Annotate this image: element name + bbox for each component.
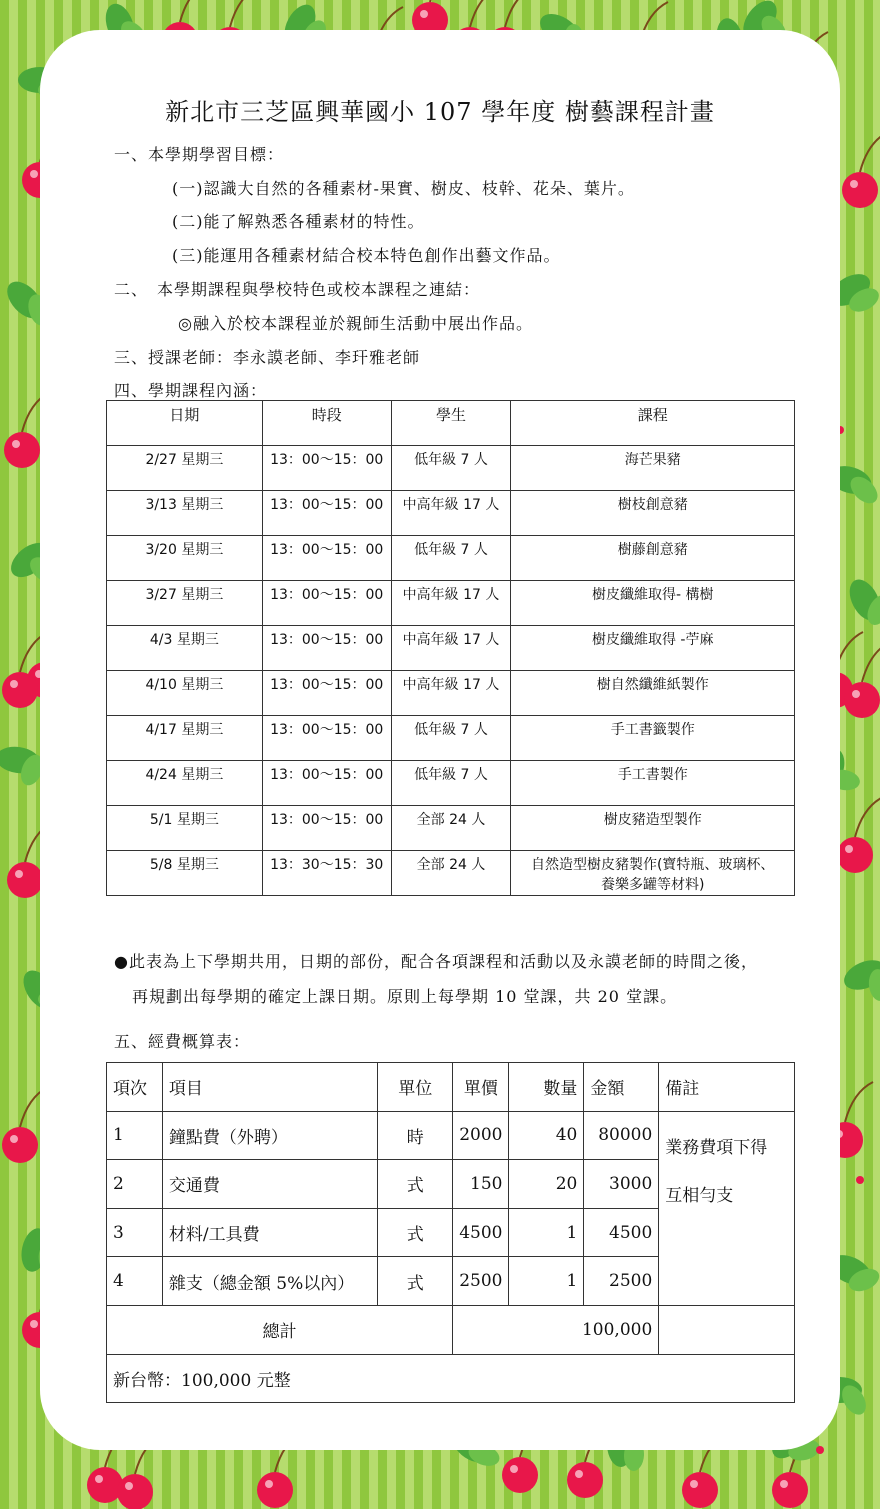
cherry-highlight-icon [15, 870, 23, 878]
cherry-icon [4, 432, 40, 468]
header-remark: 備註 [659, 1063, 795, 1112]
header-course: 課程 [511, 401, 795, 446]
cell-date: 2/27 星期三 [107, 446, 263, 491]
cell-time: 13：00～15：00 [262, 806, 391, 851]
total-in-words: 新台幣：100,000 元整 [107, 1354, 795, 1403]
cherry-stem-icon [860, 132, 880, 172]
cherry-highlight-icon [125, 1482, 133, 1490]
cherry-highlight-icon [30, 1320, 38, 1328]
cherry-icon [257, 1472, 293, 1508]
cell-students: 全部 24 人 [391, 806, 511, 851]
budget-header-row [107, 1063, 795, 1112]
cell-no: 2 [107, 1160, 163, 1209]
cell-date: 4/10 星期三 [107, 671, 263, 716]
course-line: 養樂多罐等材料) [600, 877, 705, 893]
cell-time: 13：00～15：00 [262, 536, 391, 581]
cell-students: 中高年級 17 人 [391, 671, 511, 716]
cherry-icon [2, 1127, 38, 1163]
cherry-icon [117, 1474, 153, 1509]
budget-row [107, 1111, 795, 1160]
total-value: 100,000 [453, 1305, 659, 1354]
cherry-icon [2, 672, 38, 708]
cherry-highlight-icon [852, 690, 860, 698]
cherry-stem-icon [230, 0, 258, 27]
cell-time: 13：00～15：00 [262, 626, 391, 671]
cell-students: 中高年級 17 人 [391, 491, 511, 536]
cherry-highlight-icon [575, 1470, 583, 1478]
cherry-icon [567, 1462, 603, 1498]
course-line: 樹皮纖維取得 -苧麻 [591, 632, 714, 648]
cell-course [511, 806, 795, 851]
course-line: 手工書籤製作 [610, 722, 695, 738]
remark-line2: 互相勻支 [665, 1185, 734, 1206]
cell-date: 3/27 星期三 [107, 581, 263, 626]
cell-course [511, 761, 795, 806]
course-line: 自然造型樹皮豬製作(寶特瓶、玻璃杯、 [530, 857, 775, 873]
cell-qty: 1 [509, 1208, 584, 1257]
course-line: 海芒果豬 [624, 452, 681, 468]
cherry-icon [837, 837, 873, 873]
schedule-row [107, 851, 795, 896]
cell-amount: 4500 [584, 1208, 659, 1257]
cell-no: 4 [107, 1257, 163, 1306]
cell-amount: 80000 [584, 1111, 659, 1160]
cell-students: 低年級 7 人 [391, 536, 511, 581]
header-price: 單價 [453, 1063, 509, 1112]
course-line: 樹皮纖維取得- 構樹 [591, 587, 714, 603]
schedule-note-line2: 再規劃出每學期的確定上課日期。原則上每學期 10 堂課，共 20 堂課。 [132, 987, 678, 1006]
header-qty: 數量 [509, 1063, 584, 1112]
schedule-header-row [107, 401, 795, 446]
course-line: 樹皮豬造型製作 [603, 812, 702, 828]
cell-students: 低年級 7 人 [391, 761, 511, 806]
cell-price: 2000 [453, 1111, 509, 1160]
cherry-highlight-icon [30, 170, 38, 178]
cherry-icon [7, 862, 43, 898]
remark-line1: 業務費項下得 [665, 1137, 768, 1158]
section1-heading: 一、本學期學習目標： [114, 145, 285, 164]
cell-time: 13：00～15：00 [262, 491, 391, 536]
goal-item-1: (一)認識大自然的各種素材-果實、樹皮、枝幹、花朵、葉片。 [172, 179, 635, 198]
cherry-stem-icon [845, 1082, 873, 1122]
cell-no: 3 [107, 1208, 163, 1257]
cell-time: 13：30～15：30 [262, 851, 391, 896]
cherry-highlight-icon [95, 1475, 103, 1483]
schedule-row [107, 716, 795, 761]
cell-students: 低年級 7 人 [391, 716, 511, 761]
header-no: 項次 [107, 1063, 163, 1112]
cherry-stem-icon [470, 0, 498, 27]
cell-item: 交通費 [162, 1160, 377, 1209]
cell-date: 5/8 星期三 [107, 851, 263, 896]
cell-item: 雜支（總金額 5%以內） [162, 1257, 377, 1306]
cell-qty: 1 [509, 1257, 584, 1306]
page-title: 新北市三芝區興華國小 107 學年度 樹藝課程計畫 [165, 98, 715, 126]
total-remark [659, 1305, 795, 1354]
schedule-row [107, 761, 795, 806]
cell-date: 3/20 星期三 [107, 536, 263, 581]
section2-heading: 二、 本學期課程與學校特色或校本課程之連結： [114, 280, 481, 299]
cell-price: 150 [453, 1160, 509, 1209]
schedule-table [106, 400, 795, 896]
cherry-stem-icon [430, 0, 458, 2]
course-line: 樹藤創意豬 [617, 542, 688, 558]
cell-date: 4/3 星期三 [107, 626, 263, 671]
cell-date: 3/13 星期三 [107, 491, 263, 536]
total-label: 總計 [107, 1305, 453, 1354]
cherry-highlight-icon [780, 1480, 788, 1488]
cherry-icon [842, 172, 878, 208]
course-line: 樹枝創意豬 [617, 497, 688, 513]
cherry-stem-icon [505, 0, 533, 27]
cell-course [511, 626, 795, 671]
section2-item: ◎融入於校本課程並於親師生活動中展出作品。 [178, 314, 533, 333]
schedule-row [107, 671, 795, 716]
cherry-highlight-icon [420, 10, 428, 18]
cherry-highlight-icon [510, 1465, 518, 1473]
cell-students: 中高年級 17 人 [391, 626, 511, 671]
cherry-icon [844, 682, 880, 718]
budget-footer-row [107, 1354, 795, 1403]
section4-heading: 四、學期課程內涵： [114, 381, 268, 400]
cell-unit: 式 [378, 1160, 453, 1209]
cell-unit: 式 [378, 1257, 453, 1306]
cherry-highlight-icon [10, 680, 18, 688]
cell-course [511, 581, 795, 626]
cherry-highlight-icon [265, 1480, 273, 1488]
cherry-stem-icon [855, 797, 880, 837]
header-date: 日期 [107, 401, 263, 446]
schedule-row [107, 536, 795, 581]
cell-item: 材料/工具費 [162, 1208, 377, 1257]
cherry-highlight-icon [12, 440, 20, 448]
cherry-highlight-icon [690, 1480, 698, 1488]
cell-time: 13：00～15：00 [262, 581, 391, 626]
cell-price: 4500 [453, 1208, 509, 1257]
cell-course [511, 716, 795, 761]
cherry-highlight-icon [850, 180, 858, 188]
cell-time: 13：00～15：00 [262, 761, 391, 806]
schedule-row [107, 626, 795, 671]
dot-icon [856, 1176, 864, 1184]
section5-heading: 五、經費概算表： [114, 1032, 251, 1051]
header-item: 項目 [162, 1063, 377, 1112]
cell-time: 13：00～15：00 [262, 716, 391, 761]
cell-time: 13：00～15：00 [262, 671, 391, 716]
cell-course [511, 851, 795, 896]
cell-students: 中高年級 17 人 [391, 581, 511, 626]
cell-no: 1 [107, 1111, 163, 1160]
cherry-icon [682, 1472, 718, 1508]
cell-amount: 3000 [584, 1160, 659, 1209]
cell-price: 2500 [453, 1257, 509, 1306]
cell-course [511, 536, 795, 581]
cell-qty: 40 [509, 1111, 584, 1160]
schedule-note-line1: ●此表為上下學期共用，日期的部份，配合各項課程和活動以及永謨老師的時間之後， [114, 952, 758, 971]
cherry-icon [87, 1467, 123, 1503]
cell-date: 5/1 星期三 [107, 806, 263, 851]
cell-time: 13：00～15：00 [262, 446, 391, 491]
budget-table [106, 1062, 795, 1403]
goal-item-3: (三)能運用各種素材結合校本特色創作出藝文作品。 [172, 246, 561, 265]
schedule-row [107, 491, 795, 536]
header-students: 學生 [391, 401, 511, 446]
cell-course [511, 671, 795, 716]
course-line: 手工書製作 [617, 767, 688, 783]
schedule-row [107, 446, 795, 491]
cell-course [511, 491, 795, 536]
cell-unit: 時 [378, 1111, 453, 1160]
cell-date: 4/24 星期三 [107, 761, 263, 806]
cell-course [511, 446, 795, 491]
course-line: 樹自然纖維紙製作 [596, 677, 709, 693]
cherry-stem-icon [180, 0, 208, 22]
schedule-row [107, 581, 795, 626]
cherry-icon [502, 1457, 538, 1493]
goal-item-2: (二)能了解熟悉各種素材的特性。 [172, 212, 425, 231]
cell-amount: 2500 [584, 1257, 659, 1306]
header-amount: 金額 [584, 1063, 659, 1112]
cell-unit: 式 [378, 1208, 453, 1257]
cell-item: 鐘點費（外聘） [162, 1111, 377, 1160]
cherry-highlight-icon [10, 1135, 18, 1143]
cherry-stem-icon [862, 642, 880, 682]
header-unit: 單位 [378, 1063, 453, 1112]
cherry-highlight-icon [845, 845, 853, 853]
header-time: 時段 [262, 401, 391, 446]
cell-date: 4/17 星期三 [107, 716, 263, 761]
section3-teachers: 三、授課老師：李永謨老師、李玕雅老師 [114, 348, 421, 367]
dot-icon [816, 1446, 824, 1454]
schedule-row [107, 806, 795, 851]
budget-total-row [107, 1305, 795, 1354]
cherry-icon [772, 1472, 808, 1508]
cell-students: 低年級 7 人 [391, 446, 511, 491]
cell-students: 全部 24 人 [391, 851, 511, 896]
cell-qty: 20 [509, 1160, 584, 1209]
cell-remark [659, 1111, 795, 1305]
